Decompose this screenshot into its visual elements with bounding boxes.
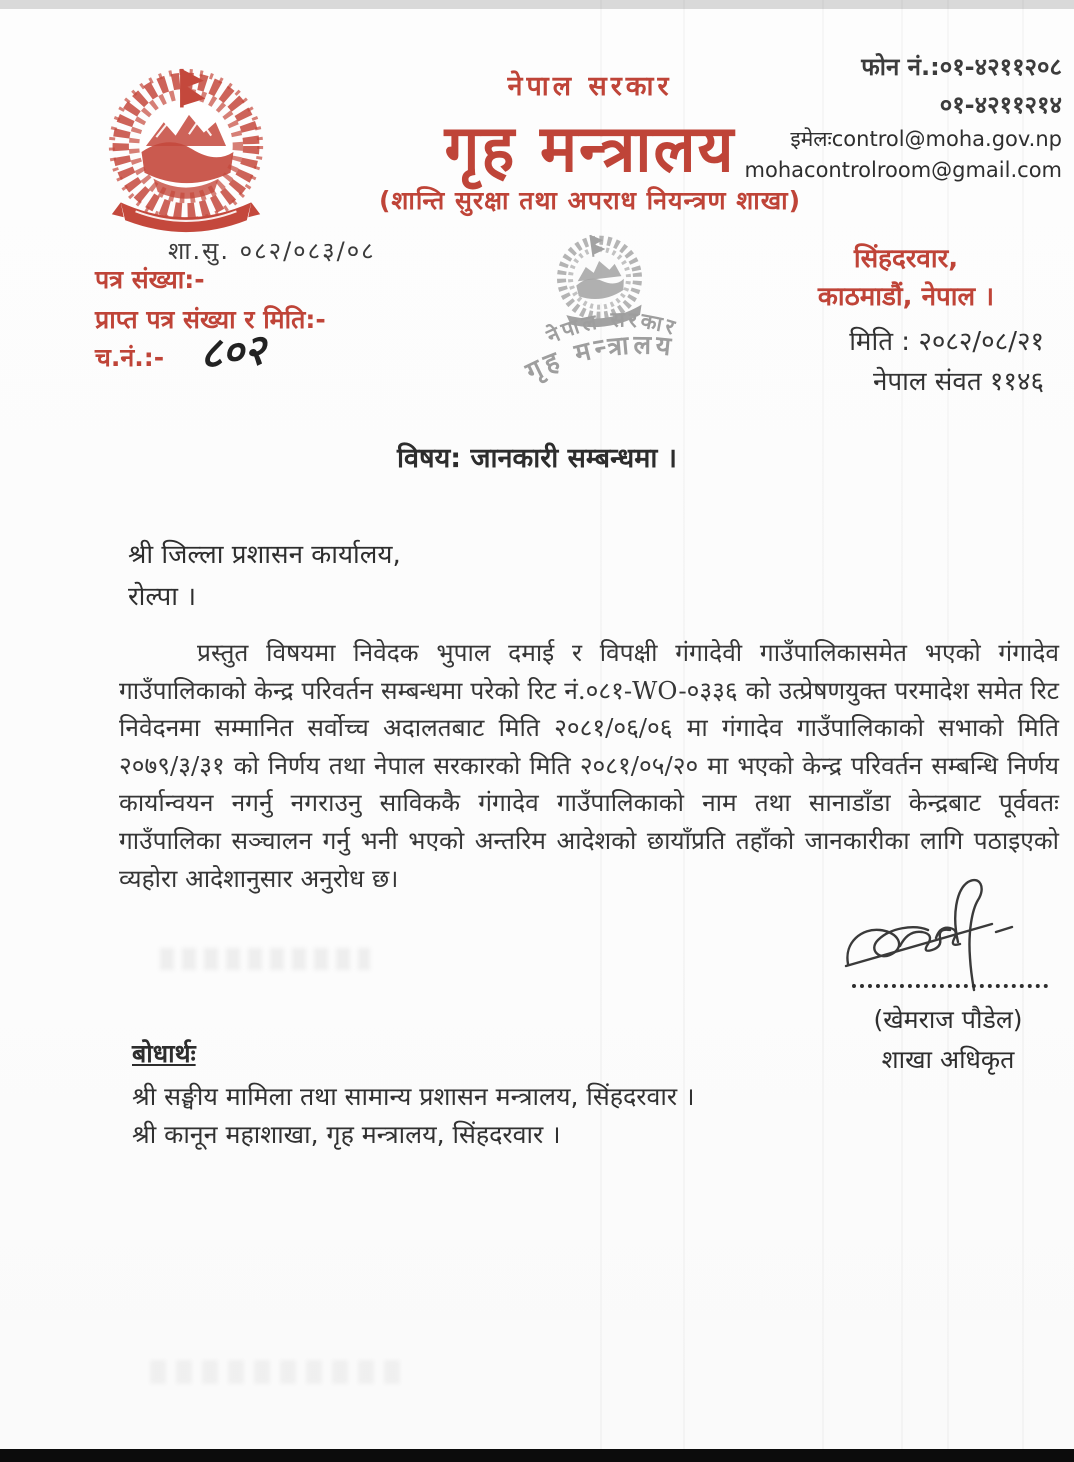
recipient-block: [128, 534, 401, 618]
ministry-title: गृह मन्त्रालय: [444, 110, 736, 187]
address-line-2: काठमाडौं, नेपाल ।: [817, 282, 995, 312]
cc-item-2: श्री कानून महाशाखा, गृह मन्त्रालय, सिंहदरवार ।: [132, 1120, 561, 1149]
phone-line-1: फोन नं.:०१-४२११२०८: [861, 53, 1062, 81]
received-letter-label: प्राप्त पत्र संख्या र मिति:-: [95, 305, 326, 334]
email-line-1: इमेलःcontrol@moha.gov.np: [790, 127, 1062, 151]
scan-top-strip: [0, 0, 1074, 9]
dispatch-number-handwritten: ८०२: [198, 324, 268, 379]
signature-dotted-line: [852, 960, 1048, 988]
signatory-title: शाखा अधिकृत: [881, 1045, 1015, 1074]
branch-subtitle: (शान्ति सुरक्षा तथा अपराध नियन्त्रण शाखा): [378, 186, 802, 215]
email-line-2: mohacontrolroom@gmail.com: [744, 158, 1062, 182]
phone-line-2: ०१-४२११२१४: [939, 91, 1062, 119]
subject-line: विषय: जानकारी सम्बन्धमा ।: [397, 443, 677, 474]
bleed-through-smudge: [150, 1360, 400, 1384]
handwritten-ref-number: शा.सु. ०८२/०८३/०८: [168, 237, 376, 265]
cc-label: बोधार्थः: [132, 1039, 196, 1068]
ministry-stamp: [492, 206, 712, 406]
date-block: [849, 322, 1044, 402]
signatory-name: (खेमराज पौडेल): [873, 1005, 1023, 1034]
letter-date: मिति : २०८२/०८/२१: [849, 327, 1044, 357]
nepal-emblem-red: [96, 60, 276, 238]
stamp-line-2: गृह मन्त्रालय: [521, 330, 677, 388]
office-address: [776, 240, 1036, 316]
address-line-1: सिंहदरवार,: [853, 244, 959, 274]
contact-block: [745, 48, 1062, 186]
dispatch-number-label: च.नं.:-: [95, 343, 165, 372]
recipient-line-2: रोल्पा ।: [128, 582, 197, 612]
nepal-era-date: नेपाल संवत ११४६: [872, 367, 1044, 397]
svg-text:गृह मन्त्रालय: [520, 330, 676, 388]
bleed-through-smudge: [160, 948, 370, 970]
scan-bottom-bar: [0, 1449, 1074, 1462]
government-title: नेपाल सरकार: [507, 71, 673, 102]
letter-number-label: पत्र संख्या:-: [95, 265, 205, 294]
recipient-line-1: श्री जिल्ला प्रशासन कार्यालय,: [128, 540, 401, 570]
cc-item-1: श्री सङ्घीय मामिला तथा सामान्य प्रशासन मन्त्रालय, सिंहदरवार ।: [132, 1082, 695, 1111]
stamp-line-1: नेपाल सरकार: [543, 307, 681, 349]
cc-block: [132, 1036, 695, 1154]
body-paragraph: प्रस्तुत विषयमा निवेदक भुपाल दमाई र विपक्षी गंगादेवी गाउँपालिकासमेत भएको गंगादेव गाउँपालिकाको केन्द्र परिवर्तन सम्बन्धमा परेको रिट नं.०८१-WO-०३३६ को उत्प्रेषणयुक्त परमादेश समेत रिट निवेदनमा सम्मानित सर्वोच्च अदालतबाट मिति २०८१/०६/०६ मा गंगादेव गाउँपालिकाको सभाको मिति २०७९/३/३१ को निर्णय तथा नेपाल सरकारको मिति २०८१/०५/२० मा भएको केन्द्र परिवर्तन सम्बन्धि निर्णय कार्यान्वयन नगर्नु नगराउनु साविककै गंगादेव गाउँपालिकाको नाम तथा सानाडाँडा केन्द्रबाट पूर्ववतः गाउँपालिका सञ्चालन गर्नु भनी भएको अन्तरिम आदेशको छायाँप्रति तहाँको जानकारीका लागि पठाइएको व्यहोरा आदेशानुसार अनुरोध छ।: [119, 638, 1059, 893]
